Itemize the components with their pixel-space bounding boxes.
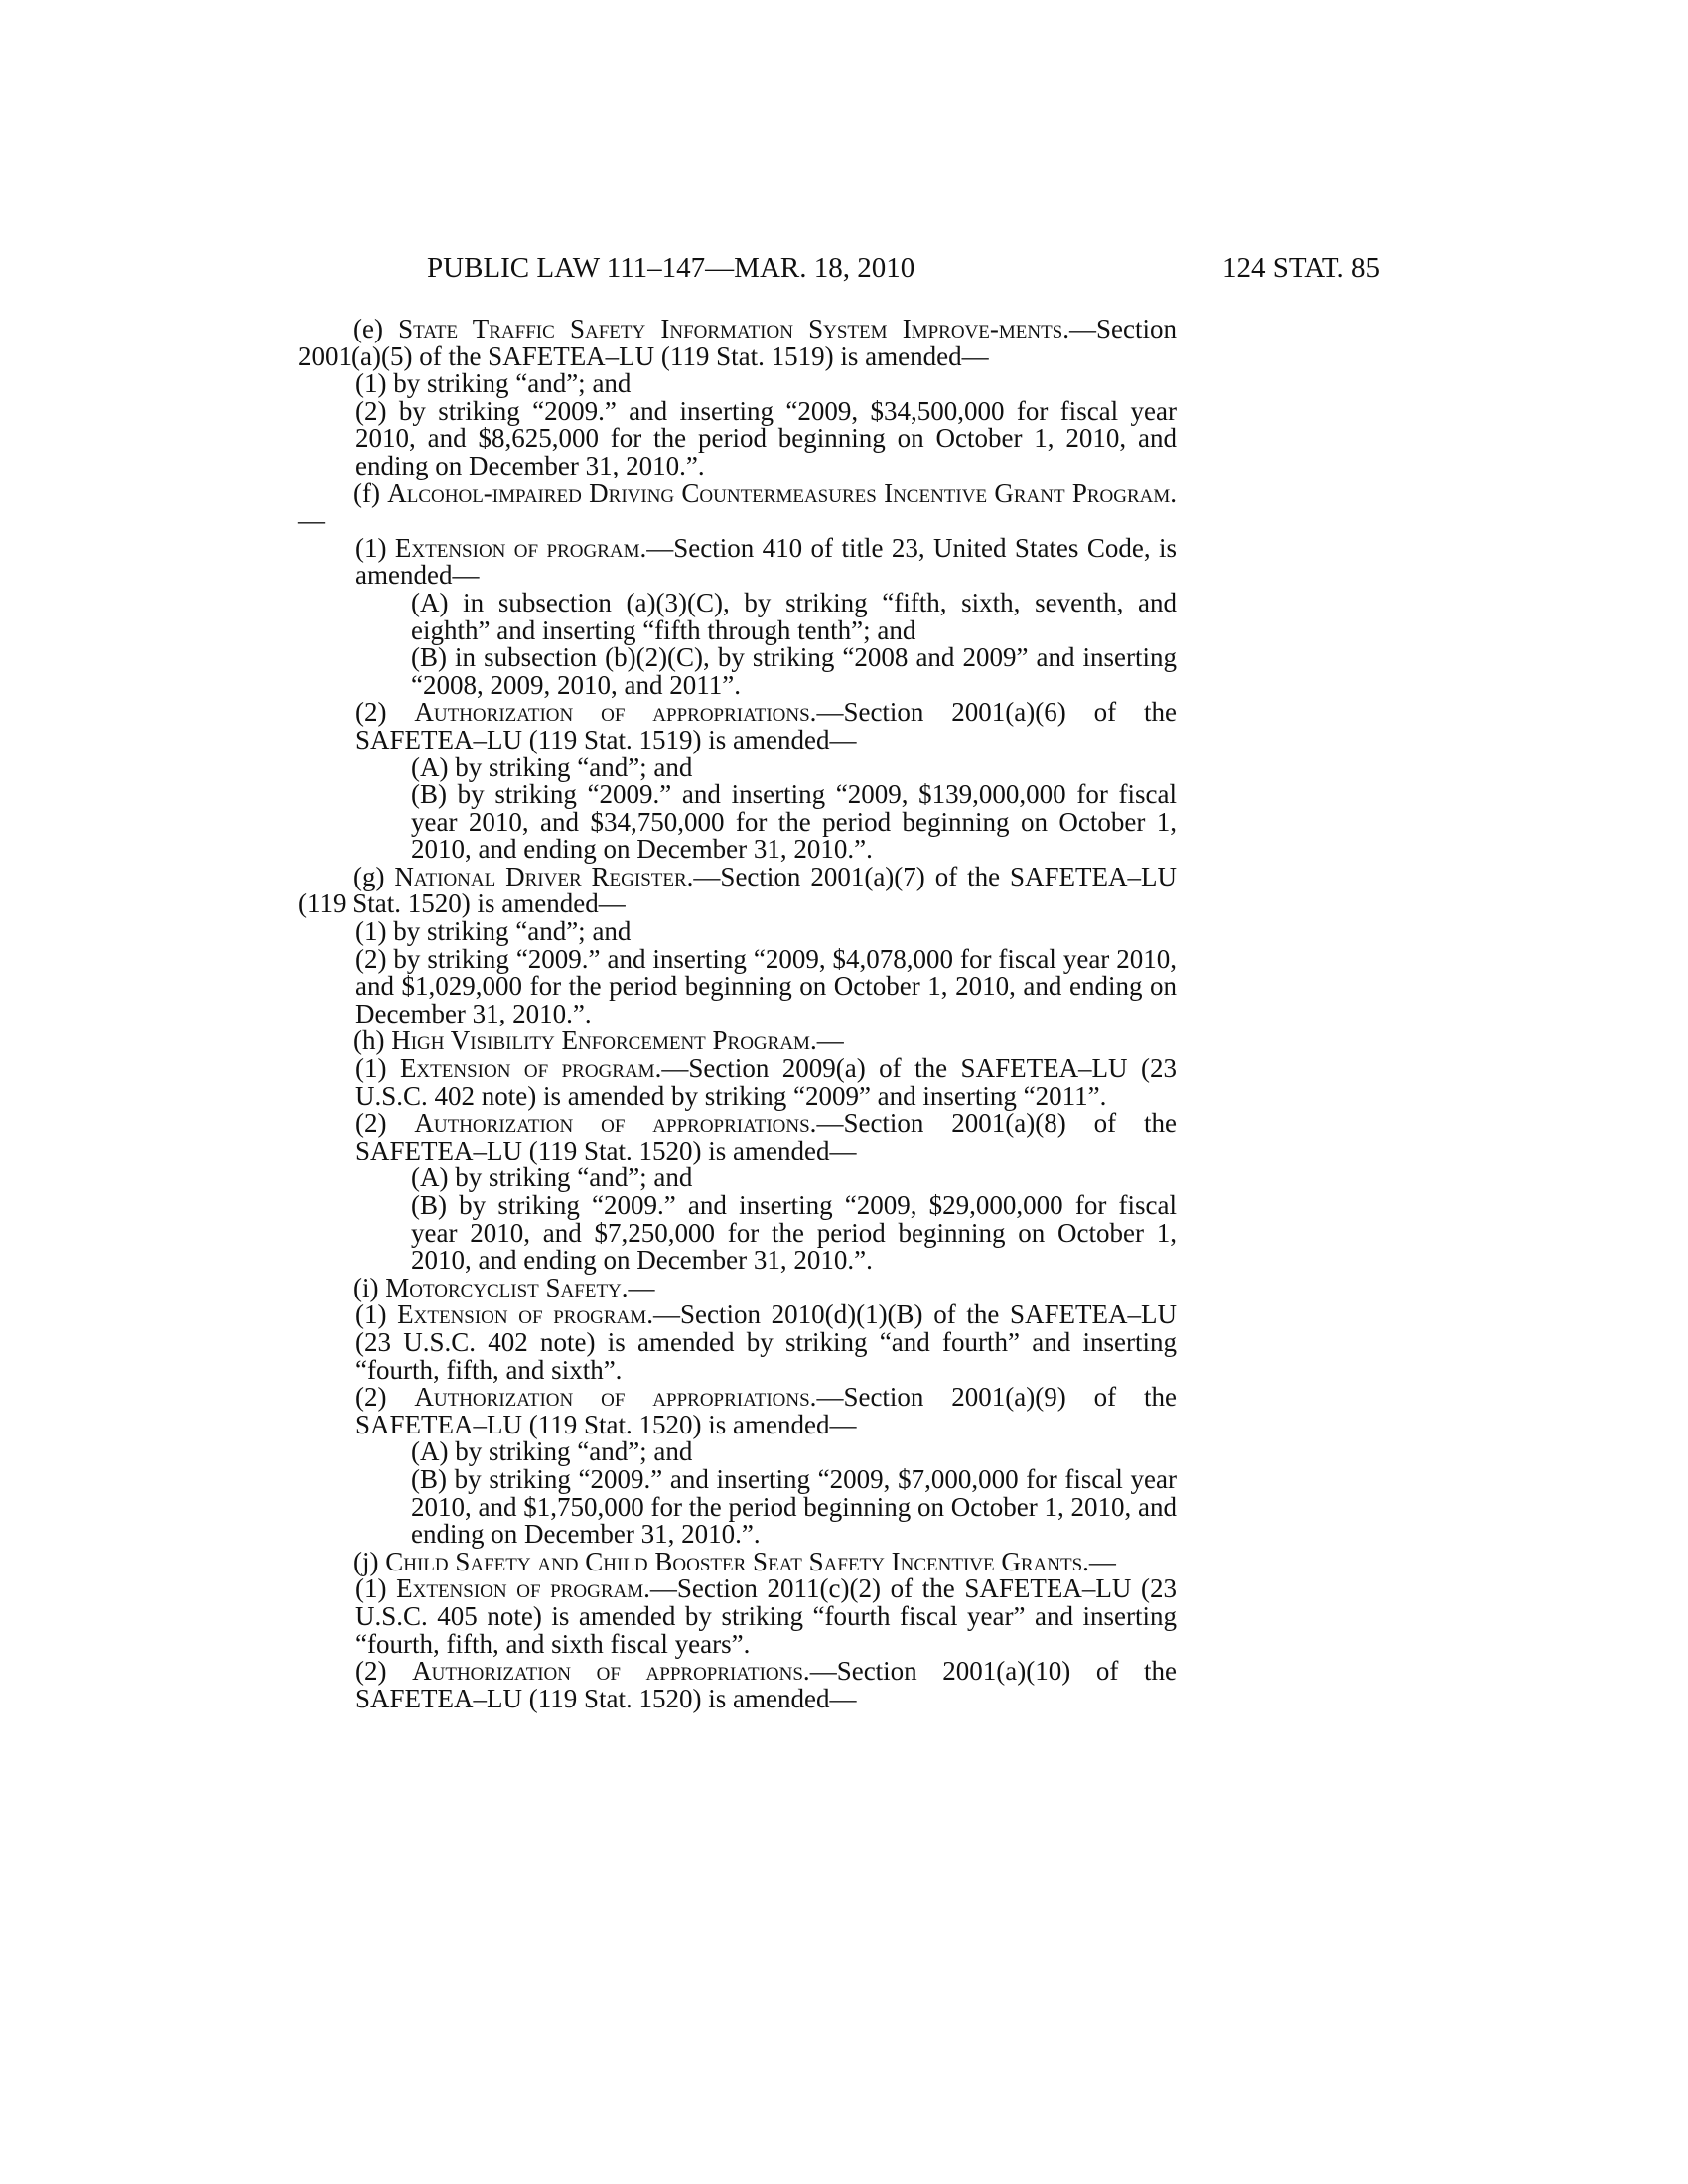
subsection-h-para-1-heading: Extension of program.	[399, 1053, 662, 1084]
subsection-j-para-2-heading: Authorization of appropriations.	[412, 1656, 810, 1687]
subsection-f-para-2-enum: (2)	[355, 697, 415, 728]
subsection-f	[298, 480, 1177, 535]
subsection-i-para-2-heading: Authorization of appropriations.	[414, 1382, 817, 1413]
subsection-e-heading: State Traffic Safety Information System Improve-ments.	[398, 314, 1070, 343]
subsection-i	[298, 1272, 1177, 1302]
subsection-j-para-2	[298, 1658, 1177, 1712]
subsection-g-para-1: (1) by striking “and”; and	[355, 916, 632, 947]
subsection-h-heading: High Visibility Enforcement Program.	[391, 1025, 817, 1056]
subsection-g-enum: (g)	[353, 861, 395, 891]
subsection-e-para-2: (2) by striking “2009.” and inserting “2009, $34,500,000 for fiscal year 2010, and $8,625,000 for the period beginning on October 1, 2010, and ending on December 31, 2010.”.	[355, 395, 1177, 480]
subsection-j-para-2-enum: (2)	[355, 1656, 413, 1687]
subsection-g-para-2: (2) by striking “2009.” and inserting “2009, $4,078,000 for fiscal year 2010, and $1,029,000 for the period beginning on October 1, 2010, and ending on December 31, 2010.”.	[355, 943, 1177, 1028]
subsection-i-dash: —	[628, 1272, 655, 1302]
subsection-e	[298, 316, 1177, 370]
subsection-f-dash: —	[298, 505, 325, 536]
subsection-h-para-1	[298, 1055, 1177, 1110]
subsection-j-para-1	[298, 1575, 1177, 1658]
subsection-i-enum: (i)	[353, 1272, 386, 1302]
subsection-j	[298, 1546, 1177, 1576]
subsection-i-para-1-text: —Section 2010(d)(1)(B) of the SAFETEA–LU (23 U.S.C. 402 note) is amended by striking “and fourth” and inserting “fourth, fifth, and sixth”.	[355, 1299, 1177, 1385]
subsection-f-heading: Alcohol-impaired Driving Countermeasures Incentive Grant Program.	[387, 478, 1177, 508]
subsection-j-enum: (j)	[353, 1546, 386, 1576]
subsection-e-para-1: (1) by striking “and”; and	[355, 368, 632, 399]
subsection-i-para-2-B: (B) by striking “2009.” and inserting “2009, $7,000,000 for fiscal year 2010, and $1,750,000 for the period beginning on October 1, 2010, and ending on December 31, 2010.”.	[411, 1463, 1177, 1550]
subsection-f-para-1-A: (A) in subsection (a)(3)(C), by striking “fifth, sixth, seventh, and eighth” and inserting “fifth through tenth”; and	[411, 587, 1177, 645]
subsection-j-para-1-enum: (1)	[355, 1573, 397, 1604]
subsection-h-para-2	[298, 1110, 1177, 1164]
subsection-j-para-1-text: —Section 2011(c)(2) of the SAFETEA–LU (23 U.S.C. 405 note) is amended by striking “fourth fiscal year” and inserting “fourth, fifth, and sixth fiscal years”.	[355, 1573, 1177, 1659]
page-reference: 124 STAT. 85	[1221, 252, 1380, 284]
subsection-f-para-1-enum: (1)	[355, 532, 395, 563]
subsection-h-para-2-text: —Section 2001(a)(8) of the SAFETEA–LU (119 Stat. 1520) is amended—	[355, 1108, 1178, 1165]
subsection-i-para-1	[298, 1301, 1177, 1384]
subsection-e-enum: (e)	[353, 314, 399, 343]
subsection-h-para-1-text: —Section 2009(a) of the SAFETEA–LU (23 U.S.C. 402 note) is amended by striking “2009” and inserting “2011”.	[355, 1053, 1177, 1111]
subsection-f-para-2-text: —Section 2001(a)(6) of the SAFETEA–LU (119 Stat. 1519) is amended—	[355, 697, 1178, 754]
subsection-i-para-2-enum: (2)	[355, 1382, 415, 1413]
subsection-i-para-2-text: —Section 2001(a)(9) of the SAFETEA–LU (119 Stat. 1520) is amended—	[355, 1382, 1178, 1439]
subsection-i-para-2-A: (A) by striking “and”; and	[411, 1436, 693, 1467]
subsection-f-para-2-heading: Authorization of appropriations.	[414, 697, 817, 728]
subsection-h-para-2-heading: Authorization of appropriations.	[414, 1108, 817, 1139]
subsection-f-para-1-heading: Extension of program.	[394, 532, 647, 563]
subsection-h-para-2-B: (B) by striking “2009.” and inserting “2009, $29,000,000 for fiscal year 2010, and $7,250,000 for the period beginning on October 1, 2010, and ending on December 31, 2010.”.	[411, 1190, 1177, 1276]
subsection-i-heading: Motorcyclist Safety.	[385, 1272, 629, 1302]
subsection-i-para-1-enum: (1)	[355, 1299, 398, 1330]
subsection-f-para-1-B: (B) in subsection (b)(2)(C), by striking “2008 and 2009” and inserting “2008, 2009, 2010, and 2011”.	[411, 642, 1177, 700]
subsection-h-dash: —	[816, 1025, 844, 1056]
subsection-j-para-2-text: —Section 2001(a)(10) of the SAFETEA–LU (119 Stat. 1520) is amended—	[355, 1656, 1178, 1713]
subsection-f-para-2-B: (B) by striking “2009.” and inserting “2009, $139,000,000 for fiscal year 2010, and $34,750,000 for the period beginning on October 1, 2010, and ending on December 31, 2010.”.	[411, 779, 1177, 865]
subsection-f-enum: (f)	[353, 478, 388, 508]
subsection-h	[298, 1027, 1177, 1055]
subsection-f-para-1-text: —Section 410 of title 23, United States Code, is amended—	[355, 532, 1178, 591]
subsection-i-para-2	[298, 1384, 1177, 1438]
subsection-f-para-2	[298, 699, 1177, 753]
page-title: PUBLIC LAW 111–147—MAR. 18, 2010	[427, 252, 915, 284]
subsection-g	[298, 861, 1177, 919]
running-head	[298, 248, 1380, 288]
subsection-g-heading: National Driver Register.	[394, 861, 694, 891]
subsection-f-para-1	[298, 532, 1178, 591]
subsection-g-text: —Section 2001(a)(7) of the SAFETEA–LU (119 Stat. 1520) is amended—	[298, 861, 1177, 919]
document-body	[298, 316, 1177, 1712]
subsection-h-para-1-enum: (1)	[355, 1053, 400, 1084]
subsection-h-enum: (h)	[353, 1025, 392, 1056]
subsection-i-para-1-heading: Extension of program.	[397, 1299, 653, 1330]
subsection-f-para-2-A: (A) by striking “and”; and	[411, 751, 693, 782]
subsection-h-para-2-A: (A) by striking “and”; and	[411, 1162, 693, 1193]
subsection-e-text: —Section 2001(a)(5) of the SAFETEA–LU (119 Stat. 1519) is amended—	[298, 314, 1178, 371]
subsection-h-para-2-enum: (2)	[355, 1108, 415, 1139]
subsection-j-heading: Child Safety and Child Booster Seat Safety Incentive Grants.	[385, 1546, 1089, 1576]
subsection-j-para-1-heading: Extension of program.	[396, 1573, 650, 1604]
subsection-j-dash: —	[1088, 1546, 1116, 1576]
